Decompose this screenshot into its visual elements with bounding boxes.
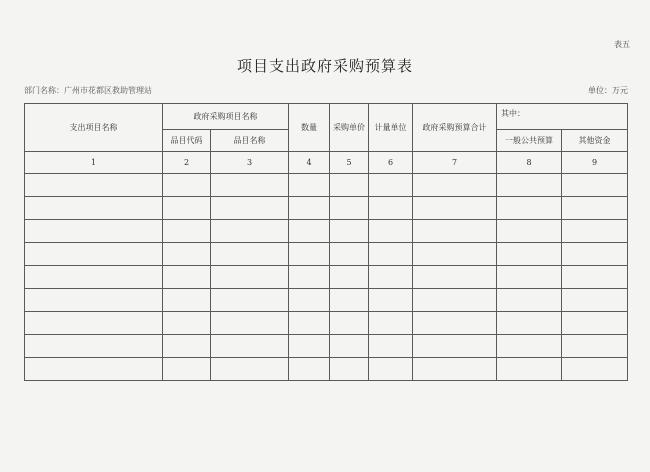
table-cell [163,312,211,335]
table-cell [330,243,369,266]
table-row [25,266,628,289]
table-cell [369,289,413,312]
table-cell [330,312,369,335]
table-cell [413,335,497,358]
table-cell [562,220,628,243]
table-cell [289,358,330,381]
table-cell [413,243,497,266]
table-cell [25,243,163,266]
table-cell [369,220,413,243]
table-row [25,358,628,381]
table-cell [562,266,628,289]
table-cell [413,220,497,243]
column-number: 6 [369,152,413,174]
table-row [25,197,628,220]
table-cell [25,266,163,289]
table-cell [413,197,497,220]
table-cell [562,358,628,381]
table-cell [562,335,628,358]
header-other-funds: 其他资金 [562,130,628,152]
column-number: 5 [330,152,369,174]
table-cell [497,312,562,335]
table-cell [497,289,562,312]
table-cell [413,174,497,197]
column-number: 2 [163,152,211,174]
table-cell [211,174,289,197]
table-cell [369,335,413,358]
table-cell [562,289,628,312]
table-cell [497,335,562,358]
table-cell [562,243,628,266]
table-cell [289,220,330,243]
table-cell [413,312,497,335]
table-cell [25,289,163,312]
table-cell [211,358,289,381]
table-cell [330,220,369,243]
table-cell [211,312,289,335]
department-name: 部门名称：广州市花都区救助管理站 [24,86,152,95]
table-cell [211,243,289,266]
table-cell [163,243,211,266]
table-row [25,335,628,358]
table-row [25,174,628,197]
table-cell [25,174,163,197]
table-cell [163,358,211,381]
table-cell [289,197,330,220]
table-cell [289,174,330,197]
table-cell [330,197,369,220]
table-cell [211,220,289,243]
column-number: 3 [211,152,289,174]
table-row [25,289,628,312]
table-cell [163,335,211,358]
header-procure-group: 政府采购项目名称 [163,104,289,130]
table-cell [289,335,330,358]
table-cell [25,358,163,381]
table-cell [163,174,211,197]
header-unit: 计量单位 [369,104,413,152]
table-cell [330,358,369,381]
table-row [25,220,628,243]
table-cell [497,266,562,289]
table-cell [163,197,211,220]
table-cell [497,197,562,220]
table-cell [497,243,562,266]
table-cell [369,197,413,220]
table-cell [562,197,628,220]
table-cell [330,289,369,312]
table-cell [497,220,562,243]
table-row [25,243,628,266]
table-cell [289,266,330,289]
table-cell [25,335,163,358]
column-number: 9 [562,152,628,174]
column-number-row [25,152,628,174]
table-cell [330,335,369,358]
column-number: 4 [289,152,330,174]
header-unit-price: 采购单价 [330,104,369,152]
table-cell [25,220,163,243]
unit-label: 单位：万元 [588,86,628,95]
table-cell [413,266,497,289]
table-cell [413,358,497,381]
table-row [25,312,628,335]
table-cell [497,174,562,197]
header-item-name: 支出项目名称 [25,104,163,152]
header-row-1 [25,104,628,130]
table-cell [211,266,289,289]
table-cell [369,358,413,381]
column-number: 8 [497,152,562,174]
table-number: 表五 [614,40,630,49]
table-cell [163,289,211,312]
table-cell [497,358,562,381]
table-cell [330,174,369,197]
header-quantity: 数量 [289,104,330,152]
header-item-label: 品目名称 [211,130,289,152]
table-cell [562,312,628,335]
table-cell [211,335,289,358]
table-cell [369,266,413,289]
table-cell [211,197,289,220]
budget-table [24,103,628,381]
column-number: 7 [413,152,497,174]
header-item-code: 品目代码 [163,130,211,152]
table-cell [562,174,628,197]
table-cell [163,266,211,289]
page-title: 项目支出政府采购预算表 [236,57,413,75]
header-among: 其中： [497,104,628,130]
header-total: 政府采购预算合计 [413,104,497,152]
table-cell [25,197,163,220]
table-cell [289,289,330,312]
table-cell [211,289,289,312]
table-cell [330,266,369,289]
header-general-budget: 一般公共预算 [497,130,562,152]
table-cell [289,243,330,266]
table-cell [369,174,413,197]
table-cell [369,243,413,266]
table-cell [413,289,497,312]
table-cell [25,312,163,335]
table-cell [369,312,413,335]
table-cell [289,312,330,335]
table-cell [163,220,211,243]
column-number: 1 [25,152,163,174]
